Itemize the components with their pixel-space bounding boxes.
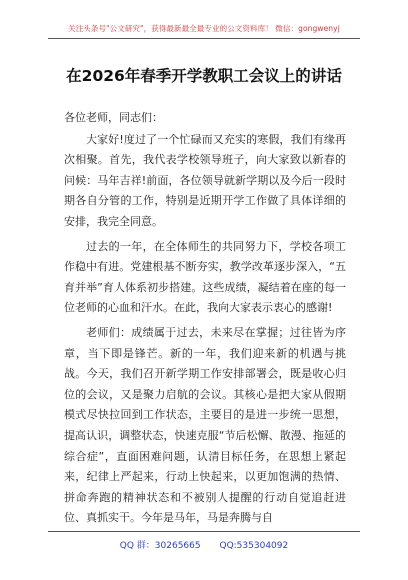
footer bbox=[0, 538, 408, 551]
document-body bbox=[64, 108, 346, 533]
paragraph: 大家好!度过了一个忙碌而又充实的寒假，我们有缘再次相聚。首先，我代表学校领导班子，向大家致以新春的问候：马年吉祥!前面，各位领导就新学期以及今后一段时期各自分管的工作，特别是近期开学工作做了具体详细的安排，我完全同意。 bbox=[64, 132, 346, 228]
greeting: 各位老师，同志们： bbox=[64, 111, 163, 124]
footer-qq: QQ:535304092 bbox=[219, 541, 289, 551]
paragraph: 过去的一年，在全体师生的共同努力下，学校各项工作稳中有进。党建根基不断夯实，教学改革逐步深入，“五育并举”育人体系初步搭建。这些成绩，凝结着在座的每一位老师的心血和汗水。在此，我向大家表示衷心的感谢! bbox=[64, 239, 346, 315]
document-title: 在2026年春季开学教职工会议上的讲话 bbox=[66, 67, 342, 85]
header-note: 关注头条号"公文研究"，获得最新最全最专业的公文资料库！ 微信：gongwenyj bbox=[68, 24, 340, 33]
header-divider bbox=[48, 38, 360, 39]
paragraph: 老师们：成绩属于过去，未来尽在掌握；过往皆为序章，当下即是锋芒。新的一年，我们迎来新的机遇与挑战。今天，我们召开新学期工作安排部署会，既是收心归位的会议，又是聚力启航的会议。其核心是把大家从假期模式尽快拉回到工作状态，主要目的是进一步统一思想，提高认识，调整状态，快速克服“节后松懈、散漫、拖延的综合症”，直面困难问题，认清目标任务，在思想上紧起来，纪律上严起来，行动上快起来，以更加饱满的热情、拼命奔跑的精神状态和不被别人提醒的行动自觉追赶进位、真抓实干。今年是马年，马是奔腾与自 bbox=[64, 325, 346, 525]
footer-divider bbox=[48, 531, 360, 532]
footer-qq-group: QQ 群：30265665 bbox=[119, 541, 201, 551]
